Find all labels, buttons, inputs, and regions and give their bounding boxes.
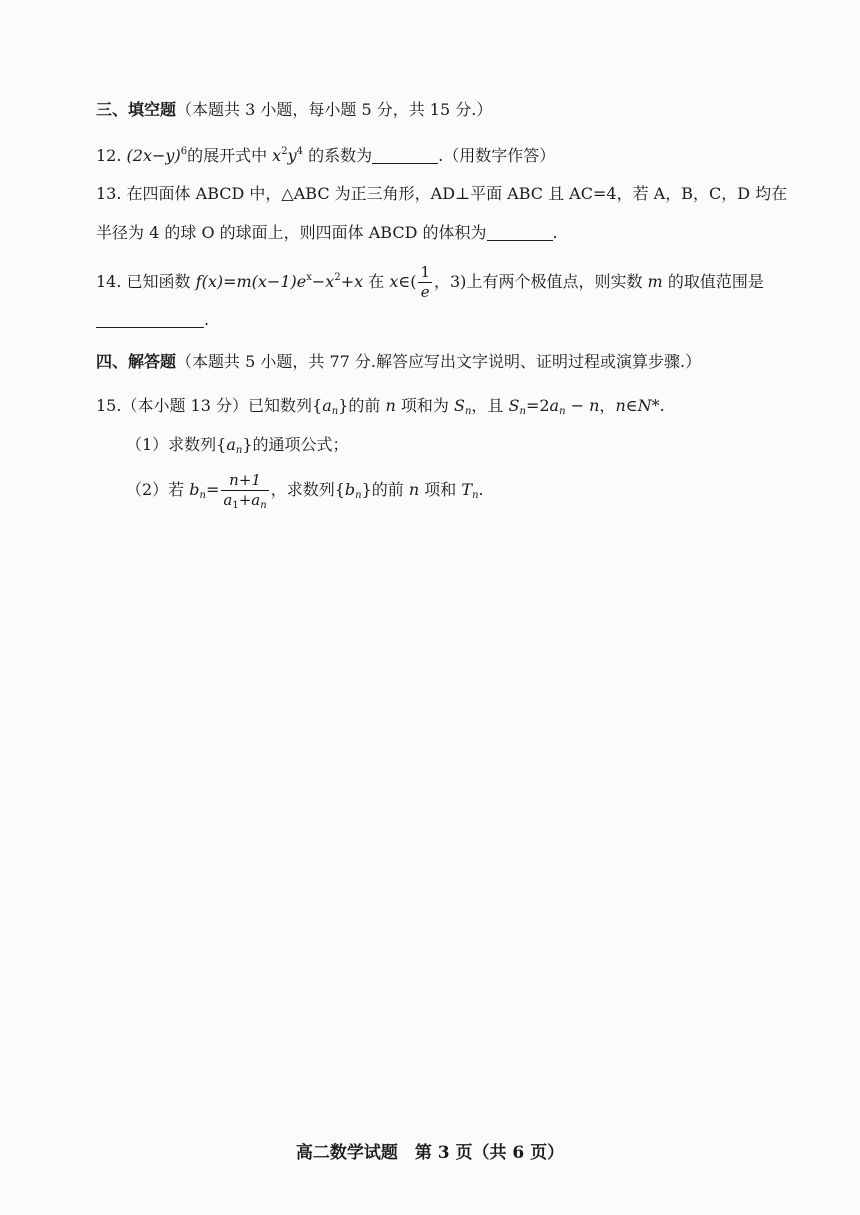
section-3-note: （本题共 3 小题，每小题 5 分，共 15 分.） — [176, 100, 493, 119]
q12-binomial: (2x−y) — [126, 146, 181, 165]
q15-den-a1-sub: 1 — [232, 500, 239, 511]
q15-p2-tail-2: 项和 — [424, 480, 457, 499]
question-15 — [96, 396, 665, 416]
q14-frac-num: 1 — [420, 263, 430, 281]
q15-score: （本小题 13 分） — [121, 396, 248, 415]
q15-p2-eq: = — [205, 480, 220, 499]
q14-text-2: 在 — [368, 272, 385, 291]
question-14 — [96, 262, 764, 302]
q15-p2-n: n — [408, 480, 420, 499]
q14-text-3: 上有两个极值点，则实数 — [466, 272, 643, 291]
q12-text: 的展开式中 — [187, 146, 268, 165]
q15-a-2: a — [549, 396, 560, 415]
q15-number: 15. — [96, 396, 122, 415]
q15-p2-b-2-sub: n — [355, 490, 362, 501]
q15-p1-a-sub: n — [235, 445, 243, 456]
q15-eq: =2 — [525, 396, 550, 415]
q13-text-2: 半径为 4 的球 O 的球面上，则四面体 ABCD 的体积为 — [96, 223, 487, 242]
q15-frac-num: n+1 — [221, 473, 268, 491]
q12-text-2: 的系数为 — [308, 146, 373, 165]
q15-seq-a: a — [322, 396, 332, 415]
q12-term-y-exp: 4 — [296, 146, 303, 157]
q14-domain-open: ∈( — [398, 272, 417, 291]
q15-stem-2: }的前 — [338, 396, 381, 415]
q12-answer-blank[interactable] — [372, 147, 438, 164]
q13-text-1: 在四面体 ABCD 中，△ABC 为正三角形，AD⊥平面 ABC 且 AC=4，若 A，B，C，D 均在 — [126, 184, 788, 203]
q13-tail: . — [552, 223, 558, 242]
q12-power: 6 — [180, 146, 188, 157]
section-3-heading — [96, 100, 492, 120]
q15-stem-4: ，且 — [471, 396, 504, 415]
q15-S-sub: n — [464, 406, 472, 417]
section-3-title: 三、填空题 — [96, 100, 177, 119]
q13-number: 13. — [96, 184, 122, 203]
q15-n: n — [385, 396, 396, 415]
q15-p2-b: b — [189, 480, 200, 499]
q15-comma: ， — [599, 396, 616, 415]
q14-text-4: 的取值范围是 — [667, 272, 764, 291]
q14-function-2: −x — [311, 272, 335, 291]
q13-answer-blank[interactable] — [487, 224, 553, 241]
q15-p1-a: a — [226, 435, 236, 454]
q12-number: 12. — [96, 146, 122, 165]
q14-function: f(x)=m(x−1)e — [195, 272, 307, 291]
q15-p1-label: （1）求数列{ — [126, 435, 227, 454]
q15-fraction — [221, 471, 268, 511]
q15-part-2 — [126, 470, 484, 514]
q12-term-x: x — [272, 146, 282, 165]
question-13-line-2 — [96, 223, 558, 243]
q14-function-exp: x — [306, 272, 312, 283]
q15-end: . — [478, 480, 484, 499]
section-4-title: 四、解答题 — [96, 352, 177, 371]
q15-p2-tail-1: }的前 — [361, 480, 404, 499]
q14-function-2-exp: 2 — [334, 272, 341, 283]
q15-S-2-sub: n — [519, 406, 526, 417]
q15-p2-b-2: b — [344, 480, 356, 499]
q15-n-2: n — [589, 396, 600, 415]
q14-number: 14. — [96, 272, 122, 291]
q15-stem-1: 已知数列{ — [248, 396, 323, 415]
section-4-heading — [96, 352, 701, 372]
q14-domain-var: x — [389, 272, 399, 291]
q15-p2-b-sub: n — [199, 490, 206, 501]
q14-fraction — [418, 265, 432, 300]
q15-set: ∈N*. — [625, 396, 665, 415]
q12-term-x-exp: 2 — [281, 146, 288, 157]
q15-S-2: S — [508, 396, 520, 415]
q15-p2-mid: ，求数列{ — [270, 480, 345, 499]
q14-var-m: m — [647, 272, 663, 291]
q15-part-1 — [126, 435, 349, 455]
q14-text-1: 已知函数 — [126, 272, 191, 291]
q12-term-y: y — [287, 146, 297, 165]
q15-seq-a-sub: n — [331, 406, 339, 417]
q14-domain-close: ，3) — [434, 272, 467, 291]
q12-tail: .（用数字作答） — [438, 146, 556, 165]
q15-S: S — [453, 396, 465, 415]
q14-answer-blank[interactable] — [96, 311, 204, 328]
q15-stem-3: 项和为 — [400, 396, 449, 415]
q15-n-3: n — [615, 396, 626, 415]
section-4-note: （本题共 5 小题，共 77 分.解答应写出文字说明、证明过程或演算步骤.） — [176, 352, 702, 371]
question-12 — [96, 146, 555, 166]
q15-T: T — [461, 480, 473, 499]
q14-tail: . — [204, 310, 210, 329]
question-14-answer-line — [96, 310, 209, 330]
q15-minus: − — [565, 396, 590, 415]
q15-p1-tail: }的通项公式； — [242, 435, 349, 454]
q15-T-sub: n — [472, 490, 479, 501]
q15-a-2-sub: n — [559, 406, 566, 417]
q14-function-3: +x — [340, 272, 364, 291]
q14-frac-den: e — [420, 283, 430, 301]
q15-den-an: a — [251, 491, 261, 509]
q15-p2-label: （2）若 — [126, 480, 185, 499]
question-13-line-1 — [96, 184, 787, 204]
q15-frac-den — [221, 491, 268, 511]
q15-den-an-sub: n — [260, 500, 267, 511]
q15-den-a1: a — [223, 491, 233, 509]
page-footer: 高二数学试题 第 3 页（共 6 页） — [295, 1143, 565, 1163]
q15-den-plus: + — [238, 491, 252, 509]
